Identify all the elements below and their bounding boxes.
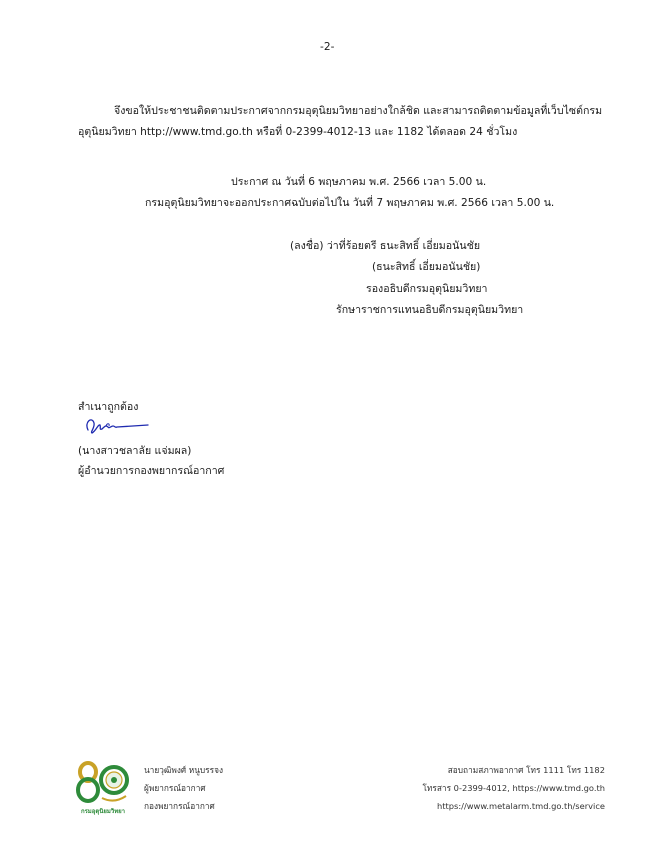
logo-text: กรมอุตุนิยมวิทยา: [80, 808, 126, 815]
paragraph-line-2: อุตุนิยมวิทยา http://www.tmd.go.th หรือที่ 0-2399-4012-13 และ 1182 ได้ตลอด 24 ชั่วโมง: [78, 126, 518, 138]
signer-position-2: รักษาราชการแทนอธิบดีกรมอุตุนิยมวิทยา: [336, 304, 524, 316]
signer-signed: (ลงชื่อ) ว่าที่ร้อยตรี ธนะสิทธิ์ เอี่ยมอนันชัย: [290, 240, 481, 252]
copy-name: (นางสาวชลาลัย แจ่มผล): [78, 445, 192, 457]
logo-emblem-icon: [76, 760, 130, 804]
footer-left-line-1: นายวุฒิพงศ์ หนูบรรจง: [144, 765, 224, 775]
tmd-80th-anniversary-logo: [76, 760, 130, 816]
announce-date: ประกาศ ณ วันที่ 6 พฤษภาคม พ.ศ. 2566 เวลา 5.00 น.: [231, 176, 487, 188]
footer-left-line-3: กองพยากรณ์อากาศ: [144, 801, 215, 811]
copy-title: ผู้อำนวยการกองพยากรณ์อากาศ: [78, 465, 225, 477]
paragraph-line-1: จึงขอให้ประชาชนติดตามประกาศจากกรมอุตุนิยมวิทยาอย่างใกล้ชิด และสามารถติดตามข้อมูลที่เว็บไซต์กรม: [114, 105, 603, 117]
signer-name: (ธนะสิทธิ์ เอี่ยมอนันชัย): [372, 261, 481, 273]
handwritten-signature: [82, 414, 152, 436]
footer-left-line-2: ผู้พยากรณ์อากาศ: [144, 783, 206, 793]
footer-right-line-3[interactable]: https://www.metalarm.tmd.go.th/service: [437, 801, 605, 811]
footer-right-line-2[interactable]: โทรสาร 0-2399-4012, https://www.tmd.go.th: [422, 783, 605, 793]
next-announcement: กรมอุตุนิยมวิทยาจะออกประกาศฉบับต่อไปใน วันที่ 7 พฤษภาคม พ.ศ. 2566 เวลา 5.00 น.: [145, 197, 555, 209]
footer-right-line-1: สอบถามสภาพอากาศ โทร 1111 โทร 1182: [447, 765, 605, 775]
signer-position-1: รองอธิบดีกรมอุตุนิยมวิทยา: [366, 283, 488, 295]
certified-copy-label: สำเนาถูกต้อง: [78, 401, 139, 413]
page-number: -2-: [320, 41, 335, 53]
